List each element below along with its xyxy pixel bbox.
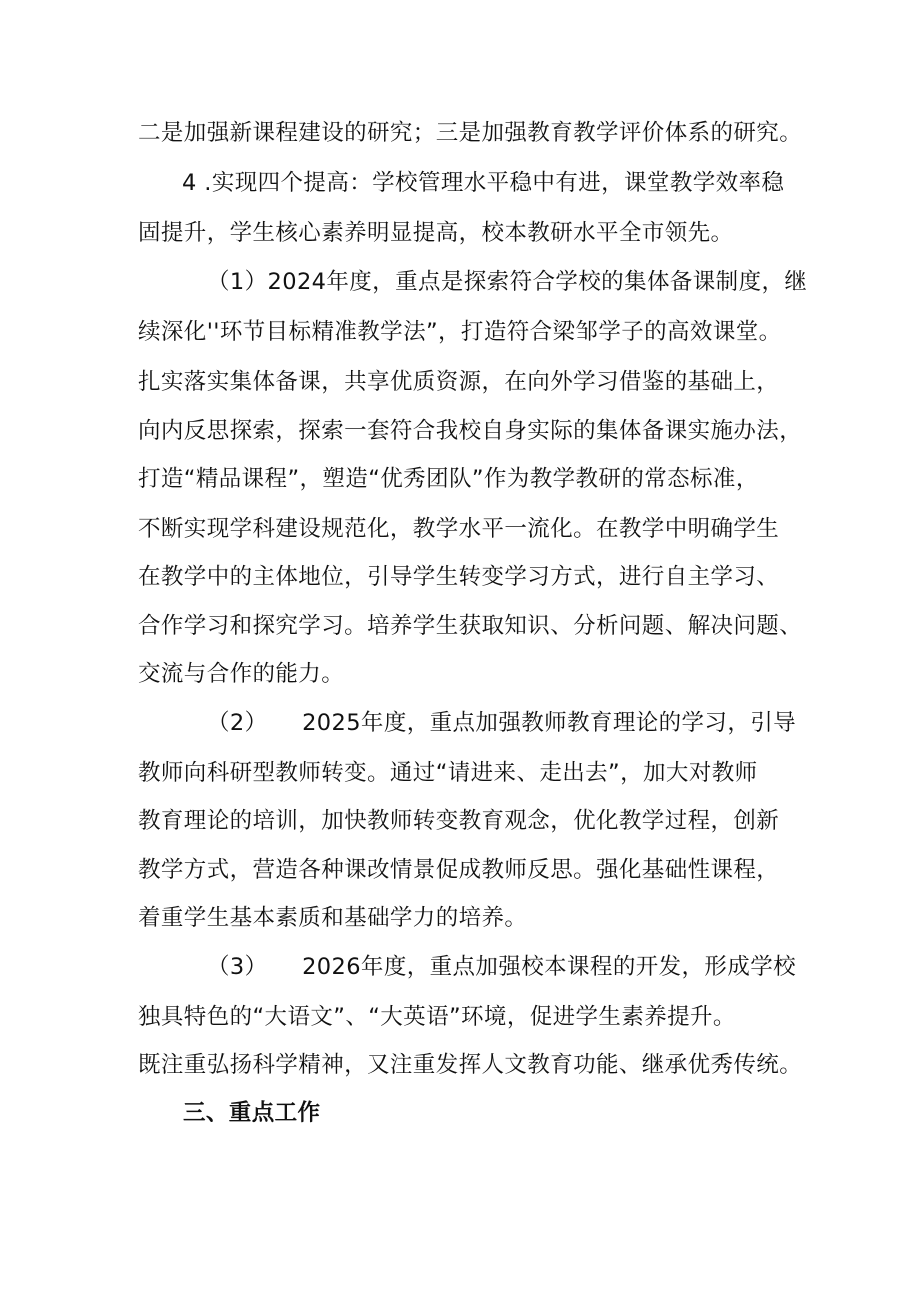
paragraph-line-14: 教师向科研型教师转变。通过“请进来、走出去”，加大对教师: [138, 760, 758, 786]
paragraph-line-17: 着重学生基本素质和基础学力的培养。: [138, 905, 528, 931]
paragraph-line-3: 固提升，学生核心素养明显提高，校本教研水平全市领先。: [138, 220, 734, 246]
paragraph-line-18: （3） 2026年度，重点加强校本课程的开发，形成学校: [207, 954, 797, 980]
paragraph-line-4: （1）2024年度，重点是探索符合学校的集体备课制度，继: [207, 269, 808, 295]
paragraph-line-16: 教学方式，营造各种课改情景促成教师反思。强化基础性课程，: [138, 857, 780, 883]
paragraph-line-12: 交流与合作的能力。: [138, 661, 345, 687]
paragraph-line-9: 不断实现学科建设规范化，教学水平一流化。在教学中明确学生: [138, 516, 780, 542]
paragraph-line-8: 打造“精品课程”，塑造“优秀团队”作为教学教研的常态标准，: [138, 466, 759, 492]
paragraph-line-6: 扎实落实集体备课，共享优质资源，在向外学习借鉴的基础上，: [138, 369, 780, 395]
paragraph-line-1: 二是加强新课程建设的研究；三是加强教育教学评价体系的研究。: [138, 120, 803, 146]
paragraph-line-2: 4 .实现四个提高：学校管理水平稳中有进，课堂教学效率稳: [182, 170, 785, 196]
paragraph-line-19: 独具特色的“大语文”、“大英语”环境，促进学生素养提升。: [138, 1004, 736, 1030]
section-heading: 三、重点工作: [183, 1100, 321, 1126]
paragraph-line-13: （2） 2025年度，重点加强教师教育理论的学习，引导: [207, 710, 797, 736]
paragraph-line-10: 在教学中的主体地位，引导学生转变学习方式，进行自主学习、: [138, 564, 780, 590]
paragraph-line-20: 既注重弘扬科学精神，又注重发挥人文教育功能、继承优秀传统。: [138, 1052, 803, 1078]
paragraph-line-7: 向内反思探索，探索一套符合我校自身实际的集体备课实施办法，: [138, 418, 803, 444]
paragraph-line-11: 合作学习和探究学习。培养学生获取知识、分析问题、解决问题、: [138, 613, 803, 639]
paragraph-line-15: 教育理论的培训，加快教师转变教育观念，优化教学过程，创新: [138, 808, 780, 834]
paragraph-line-5: 续深化''环节目标精准教学法”，打造符合梁邹学子的高效课堂。: [138, 319, 782, 345]
